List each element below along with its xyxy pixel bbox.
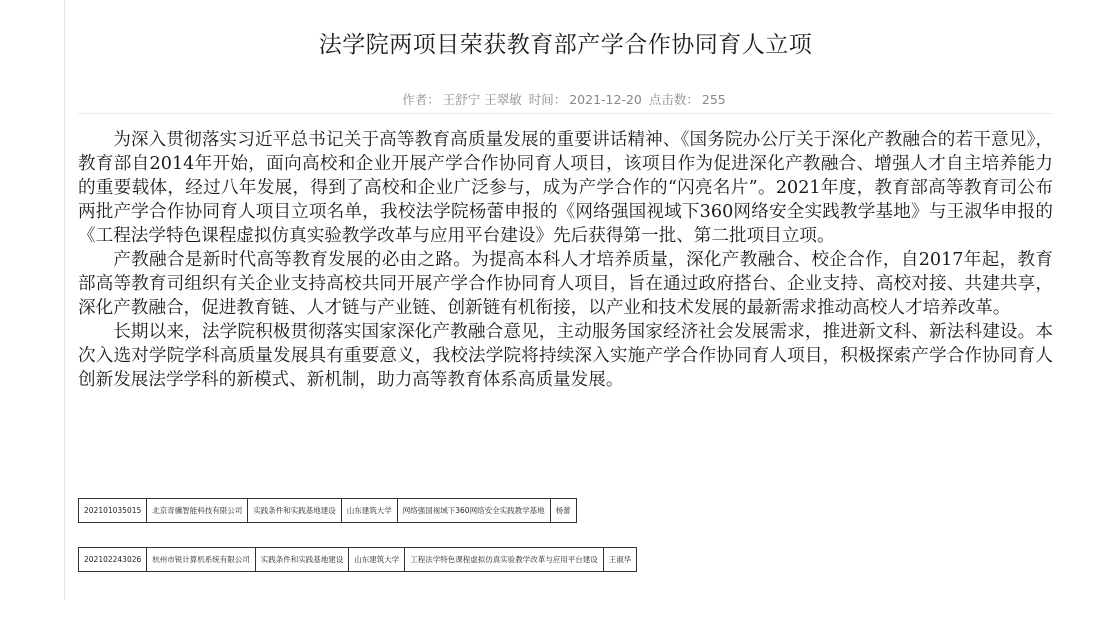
article-title: 法学院两项目荣获教育部产学合作协同育人立项 [318,32,813,58]
article-meta [78,90,1053,108]
time-label: 时间： [528,92,567,107]
project-table-2 [78,547,637,572]
table-row [79,548,637,572]
article-body [78,128,1053,392]
project-name-cell: 工程法学特色课程虚拟仿真实验教学改革与应用平台建设 [405,548,604,572]
project-id-cell: 202102243026 [79,548,147,572]
author-names: 王舒宁 王翠敏 [442,92,522,107]
clicks-label: 点击数： [648,92,699,107]
project-name-cell: 网络强国视域下360网络安全实践教学基地 [397,499,550,523]
click-count: 255 [701,92,726,107]
table-row [79,499,577,523]
leader-cell: 王淑华 [603,548,637,572]
project-type-cell: 实践条件和实践基地建设 [255,548,349,572]
meta-divider [78,113,1053,114]
project-table-1 [78,498,577,523]
leader-cell: 杨蕾 [550,499,576,523]
paragraph: 产教融合是新时代高等教育发展的必由之路。为提高本科人才培养质量，深化产教融合、校企合作，自2017年起，教育部高等教育司组织有关企业支持高校共同开展产学合作协同育人项目，旨在通过政府搭台、企业支持、高校对接、共建共享，深化产教融合，促进教育链、人才链与产业链、创新链有机衔接，以产业和技术发展的最新需求推动高校人才培养改革。 [78,250,1053,318]
project-id-cell: 202101035015 [79,499,147,523]
company-cell: 北京奇骥智能科技有限公司 [147,499,248,523]
author-label: 作者： [402,92,440,107]
paragraph: 为深入贯彻落实习近平总书记关于高等教育高质量发展的重要讲话精神、《国务院办公厅关于深化产教融合的若干意见》，教育部自2014年开始，面向高校和企业开展产学合作协同育人项目，该项目作为促进深化产教融合、增强人才自主培养能力的重要载体，经过八年发展，得到了高校和企业广泛参与，成为产学合作的“闪亮名片”。2021年度，教育部高等教育司公布两批产学合作协同育人项目立项名单，我校法学院杨蕾申报的《网络强国视域下360网络安全实践教学基地》与王淑华申报的《工程法学特色课程虚拟仿真实验教学改革与应用平台建设》先后获得第一批、第二批项目立项。 [78,130,1053,246]
university-cell: 山东建筑大学 [349,548,405,572]
project-type-cell: 实践条件和实践基地建设 [248,499,342,523]
content-left-border [64,0,65,600]
publish-date: 2021-12-20 [569,92,642,107]
company-cell: 杭州市锐计算机系统有限公司 [147,548,256,572]
university-cell: 山东建筑大学 [341,499,397,523]
paragraph: 长期以来，法学院积极贯彻落实国家深化产教融合意见，主动服务国家经济社会发展需求，推进新文科、新法科建设。本次入选对学院学科高质量发展具有重要意义，我校法学院将持续深入实施产学合作协同育人项目，积极探索产学合作协同育人创新发展法学学科的新模式、新机制，助力高等教育体系高质量发展。 [78,322,1053,390]
